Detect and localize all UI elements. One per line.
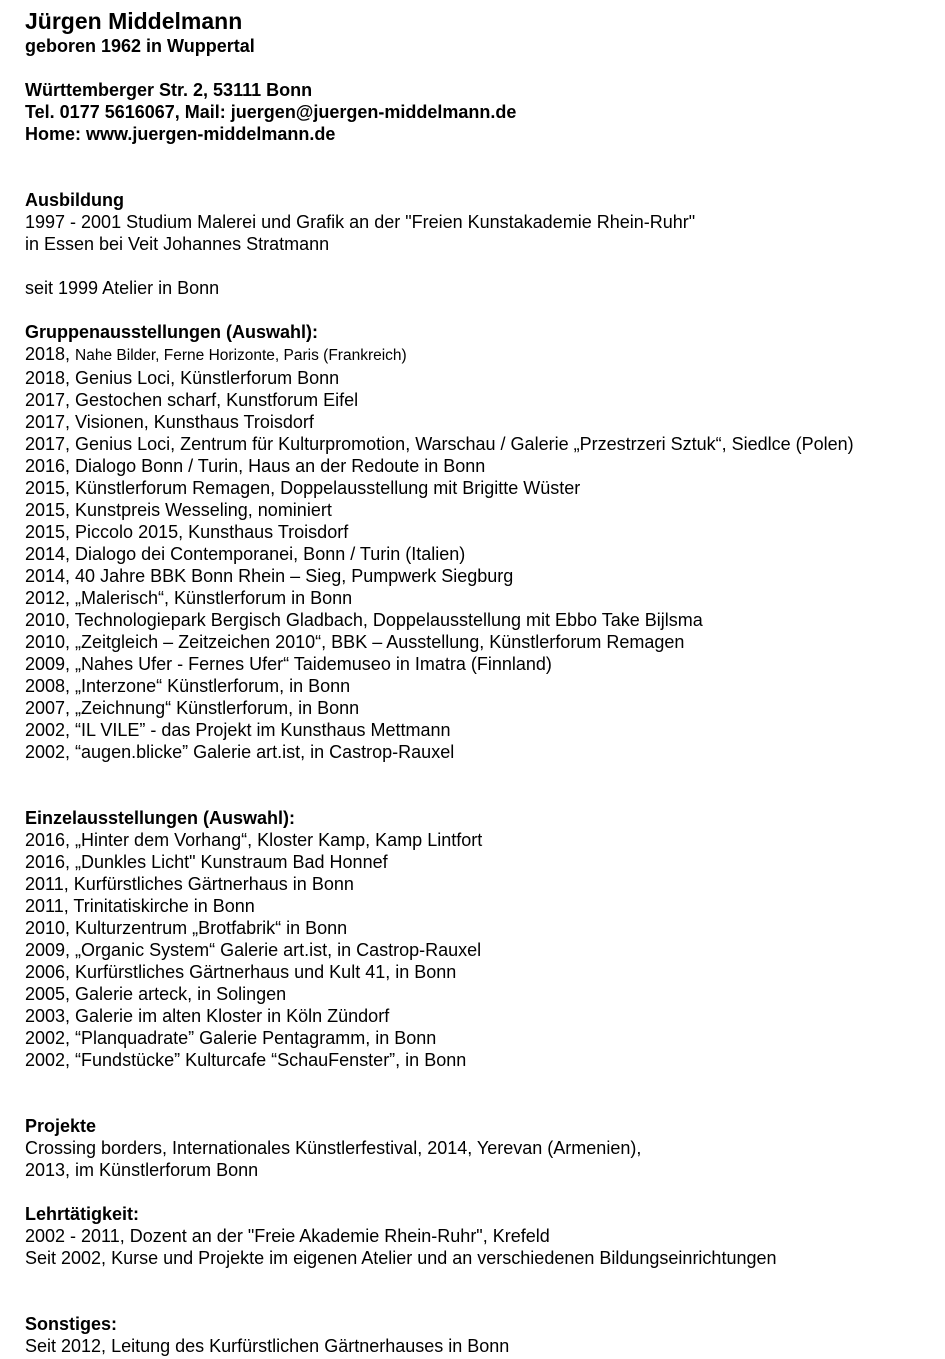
gruppen-heading: Gruppenausstellungen (Auswahl): <box>25 322 319 342</box>
ausbildung-heading: Ausbildung <box>25 190 124 210</box>
exhibition-item: 2016, Dialogo Bonn / Turin, Haus an der Redoute in Bonn <box>25 456 486 476</box>
exhibition-item: 2010, Technologiepark Bergisch Gladbach, Doppelausstellung mit Ebbo Take Bijlsma <box>25 610 703 630</box>
exhibition-item: 2002, “Fundstücke” Kulturcafe “SchauFenster”, in Bonn <box>25 1050 467 1070</box>
cv-document <box>25 8 937 1357</box>
lehr-heading: Lehrtätigkeit: <box>25 1204 140 1224</box>
cv-header <box>25 8 937 145</box>
exhibition-item: 2015, Künstlerforum Remagen, Doppelausstellung mit Brigitte Wüster <box>25 478 581 498</box>
atelier-line: seit 1999 Atelier in Bonn <box>25 278 220 298</box>
section-gruppenausstellungen <box>25 321 937 763</box>
ausbildung-line: in Essen bei Veit Johannes Stratmann <box>25 234 330 254</box>
einzel-heading: Einzelausstellungen (Auswahl): <box>25 808 296 828</box>
exhibition-item: 2005, Galerie arteck, in Solingen <box>25 984 287 1004</box>
contact-info: Tel. 0177 5616067, Mail: juergen@juergen-middelmann.de <box>25 102 517 122</box>
exhibition-item: 2018, Genius Loci, Künstlerforum Bonn <box>25 368 340 388</box>
sonstiges-line: Seit 2012, Leitung des Kurfürstlichen Gärtnerhauses in Bonn <box>25 1336 510 1356</box>
exhibition-item: 2015, Piccolo 2015, Kunsthaus Troisdorf <box>25 522 349 542</box>
homepage: Home: www.juergen-middelmann.de <box>25 124 336 144</box>
exhibition-item: 2003, Galerie im alten Kloster in Köln Zündorf <box>25 1006 390 1026</box>
exhibition-item: 2017, Genius Loci, Zentrum für Kulturpromotion, Warschau / Galerie „Przestrzeri Sztuk“, Siedlce (Polen) <box>25 434 854 454</box>
exhibition-item: 2010, Kulturzentrum „Brotfabrik“ in Bonn <box>25 918 348 938</box>
exhibition-item: 2002, “augen.blicke” Galerie art.ist, in Castrop-Rauxel <box>25 742 455 762</box>
projekte-heading: Projekte <box>25 1116 97 1136</box>
projekte-line: Crossing borders, Internationales Künstlerfestival, 2014, Yerevan (Armenien), <box>25 1138 642 1158</box>
section-einzelausstellungen <box>25 807 937 1071</box>
exhibition-item: 2015, Kunstpreis Wesseling, nominiert <box>25 500 332 520</box>
exhibition-item: 2006, Kurfürstliches Gärtnerhaus und Kult 41, in Bonn <box>25 962 457 982</box>
einzel-list <box>25 829 937 1071</box>
exhibition-item: 2016, „Hinter dem Vorhang“, Kloster Kamp, Kamp Lintfort <box>25 830 483 850</box>
exhibition-item: 2010, „Zeitgleich – Zeitzeichen 2010“, BBK – Ausstellung, Künstlerforum Remagen <box>25 632 685 652</box>
gruppen-list <box>25 367 937 763</box>
exhibition-item: 2009, „Organic System“ Galerie art.ist, in Castrop-Rauxel <box>25 940 482 960</box>
exhibition-item: 2014, 40 Jahre BBK Bonn Rhein – Sieg, Pumpwerk Siegburg <box>25 566 514 586</box>
exhibition-item: 2014, Dialogo dei Contemporanei, Bonn / Turin (Italien) <box>25 544 466 564</box>
birth-info: geboren 1962 in Wuppertal <box>25 36 255 56</box>
address: Württemberger Str. 2, 53111 Bonn <box>25 80 313 100</box>
exhibition-item: 2016, „Dunkles Licht" Kunstraum Bad Honnef <box>25 852 388 872</box>
sonstiges-heading: Sonstiges: <box>25 1314 118 1334</box>
section-projekte <box>25 1115 937 1181</box>
exhibition-item: 2011, Kurfürstliches Gärtnerhaus in Bonn <box>25 874 354 894</box>
section-sonstiges <box>25 1313 937 1357</box>
section-ausbildung <box>25 189 937 299</box>
exhibition-item: 2009, „Nahes Ufer - Fernes Ufer“ Taidemuseo in Imatra (Finnland) <box>25 654 552 674</box>
lehr-line: 2002 - 2011, Dozent an der "Freie Akademie Rhein-Ruhr", Krefeld <box>25 1226 550 1246</box>
exhibition-item: 2007, „Zeichnung“ Künstlerforum, in Bonn <box>25 698 360 718</box>
exhibition-item: 2002, “Planquadrate” Galerie Pentagramm, in Bonn <box>25 1028 437 1048</box>
ausbildung-line: 1997 - 2001 Studium Malerei und Grafik an der "Freien Kunstakademie Rhein-Ruhr" <box>25 212 696 232</box>
exhibition-item <box>25 343 937 367</box>
exhibition-item: 2008, „Interzone“ Künstlerforum, in Bonn <box>25 676 351 696</box>
exhibition-title: Nahe Bilder, Ferne Horizonte, Paris (Frankreich) <box>75 347 407 364</box>
artist-name: Jürgen Middelmann <box>25 8 243 34</box>
exhibition-item: 2012, „Malerisch“, Künstlerforum in Bonn <box>25 588 353 608</box>
exhibition-item: 2017, Gestochen scharf, Kunstforum Eifel <box>25 390 359 410</box>
exhibition-year: 2018, <box>25 344 76 364</box>
exhibition-item: 2017, Visionen, Kunsthaus Troisdorf <box>25 412 314 432</box>
exhibition-item: 2011, Trinitatiskirche in Bonn <box>25 896 255 916</box>
section-lehrtaetigkeit <box>25 1203 937 1269</box>
projekte-line: 2013, im Künstlerforum Bonn <box>25 1160 259 1180</box>
lehr-line: Seit 2002, Kurse und Projekte im eigenen Atelier und an verschiedenen Bildungseinrichtungen <box>25 1248 777 1268</box>
exhibition-item: 2002, “IL VILE” - das Projekt im Kunsthaus Mettmann <box>25 720 451 740</box>
